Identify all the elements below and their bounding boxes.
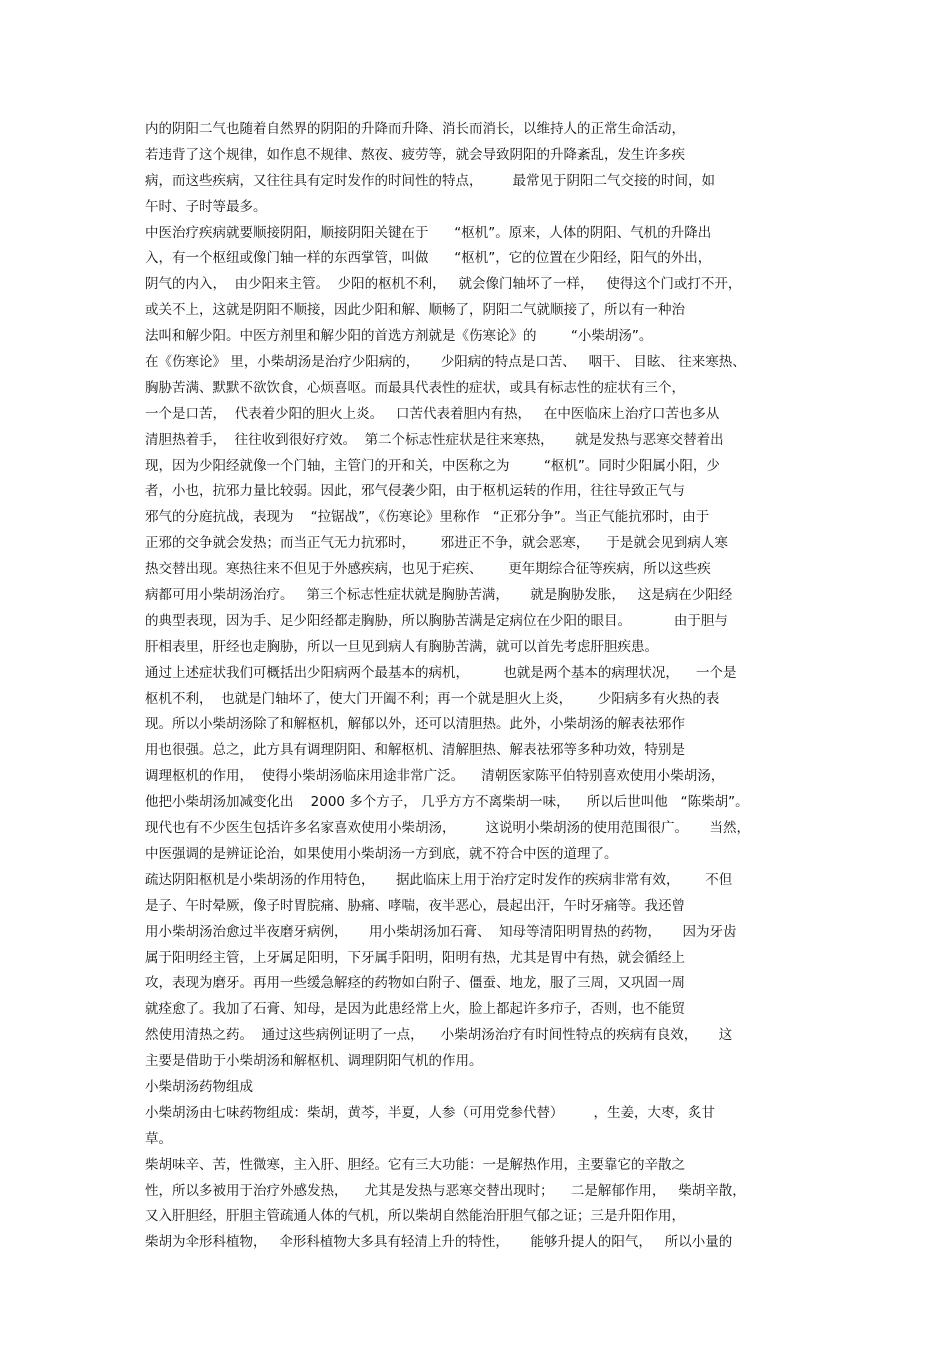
text-line: 午时、子时等最多。 <box>145 198 267 215</box>
text-line: 攻，表现为磨牙。再用一些缓急解痉的药物如白附子、僵蚕、地龙，服了三周，又巩固一周 <box>145 975 685 992</box>
text-line: 他把小柴胡汤加减变化出 2000 多个方子， 几乎方方不离柴胡一味， 所以后世叫他 “陈柴胡”。 <box>145 794 749 811</box>
text-line: 然使用清热之药。 通过这些病例证明了一点， 小柴胡汤治疗有时间性特点的疾病有良效， 这 <box>145 1027 733 1044</box>
text-line: 清胆热着手， 往往收到很好疗效。 第二个标志性症状是往来寒热， 就是发热与恶寒交替着出 <box>145 431 724 448</box>
text-line: 若违背了这个规律，如作息不规律、熬夜、疲劳等，就会导致阴阳的升降紊乱，发生许多疾 <box>145 146 685 163</box>
text-line: 现。所以小柴胡汤除了和解枢机，解郁以外，还可以清胆热。此外，小柴胡汤的解表祛邪作 <box>145 716 685 733</box>
text-line: 性，所以多被用于治疗外感发热， 尤其是发热与恶寒交替出现时； 二是解郁作用， 柴胡辛散， <box>145 1182 746 1199</box>
text-line: 柴胡为伞形科植物， 伞形科植物大多具有轻清上升的特性， 能够升提人的阳气， 所以小量的 <box>145 1234 733 1251</box>
text-line: 是子、午时晕厥，像子时胃脘痛、胁痛、哮喘，夜半恶心，晨起出汗，午时牙痛等。我还曾 <box>145 897 685 914</box>
text-line: 小柴胡汤由七味药物组成：柴胡，黄芩，半夏，人参（可用党参代替） ，生姜，大枣，炙甘 <box>145 1104 716 1121</box>
text-line: 用也很强。总之，此方具有调理阴阳、和解枢机、清解胆热、解表祛邪等多种功效，特别是 <box>145 742 685 759</box>
text-line: 调理枢机的作用， 使得小柴胡汤临床用途非常广泛。 清朝医家陈平伯特别喜欢使用小柴胡汤， <box>145 768 725 785</box>
text-line: 者，小也，抗邪力量比较弱。因此，邪气侵袭少阳，由于枢机运转的作用，往往导致正气与 <box>145 483 685 500</box>
text-line: 胸胁苦满、默默不欲饮食，心烦喜呕。而最具代表性的症状，或具有标志性的症状有三个， <box>145 379 685 396</box>
text-line: 中医强调的是辨证论治，如果使用小柴胡汤一方到底，就不符合中医的道理了。 <box>145 845 618 862</box>
text-line: 阴气的内入， 由少阳来主管。 少阳的枢机不利， 就会像门轴坏了一样， 使得这个门或打不开， <box>145 276 742 293</box>
text-line: 病都可用小柴胡汤治疗。 第三个标志性症状就是胸胁苦满， 就是胸胁发胀， 这是病在少阳经 <box>145 587 733 604</box>
text-line: 或关不上，这就是阴阳不顺接，因此少阳和解、顺畅了，阴阳二气就顺接了，所以有一种治 <box>145 302 685 319</box>
text-line: 肝相表里，肝经也走胸胁，所以一旦见到病人有胸胁苦满，就可以首先考虑肝胆疾患。 <box>145 638 658 655</box>
text-line: 属于阳明经主管，上牙属足阳明，下牙属手阳明，阳明有热，尤其是胃中有热，就会循经上 <box>145 949 685 966</box>
text-line: 在《伤寒论》 里，小柴胡汤是治疗少阳病的， 少阳病的特点是口苦、 咽干、 目眩、 往来寒热、 <box>145 354 746 371</box>
text-line: 中医治疗疾病就要顺接阴阳，顺接阴阳关键在于 “枢机”。原来，人体的阴阳、气机的升降出 <box>145 224 712 241</box>
text-line: 热交替出现。寒热往来不但见于外感疾病，也见于疟疾、 更年期综合征等疾病，所以这些疾 <box>145 561 711 578</box>
text-line: 主要是借助于小柴胡汤和解枢机、调理阴阳气机的作用。 <box>145 1053 483 1070</box>
text-line: 现代也有不少医生包括许多名家喜欢使用小柴胡汤， 这说明小柴胡汤的使用范围很广。 当然， <box>145 820 750 837</box>
section-heading: 小柴胡汤药物组成 <box>145 1078 253 1095</box>
text-line: 一个是口苦， 代表着少阳的胆火上炎。 口苦代表着胆内有热， 在中医临床上治疗口苦也多从 <box>145 405 720 422</box>
text-line: 的典型表现，因为手、足少阳经都走胸胁，所以胸胁苦满是定病位在少阳的眼目。 由于胆与 <box>145 612 728 629</box>
text-line: 用小柴胡汤治愈过半夜磨牙病例， 用小柴胡汤加石膏、 知母等清阳明胃热的药物， 因为牙齿 <box>145 923 737 940</box>
text-line: 草。 <box>145 1130 172 1147</box>
text-line: 又入肝胆经，肝胆主管疏通人体的气机，所以柴胡自然能治肝胆气郁之证；三是升阳作用， <box>145 1208 685 1225</box>
text-line: 枢机不利， 也就是门轴坏了，使大门开阖不利；再一个就是胆火上炎， 少阳病多有火热的表 <box>145 690 720 707</box>
text-line: 疏达阴阳枢机是小柴胡汤的作用特色， 据此临床上用于治疗定时发作的疾病非常有效， 不但 <box>145 871 733 888</box>
text-line: 病，而这些疾病，又往往具有定时发作的时间性的特点， 最常见于阴阳二气交接的时间，如 <box>145 172 716 189</box>
text-line: 邪气的分庭抗战，表现为 “拉锯战”，《伤寒论》里称作 “正邪分争”。当正气能抗邪时，由于 <box>145 509 710 526</box>
text-line: 法叫和解少阳。中医方剂里和解少阳的首选方剂就是《伤寒论》的 “小柴胡汤”。 <box>145 328 653 345</box>
text-line: 就痊愈了。我加了石膏、知母，是因为此患经常上火，脸上都起许多疖子，否则，也不能贸 <box>145 1001 685 1018</box>
text-line: 通过上述症状我们可概括出少阳病两个最基本的病机， 也就是两个基本的病理状况， 一个是 <box>145 664 737 681</box>
text-line: 柴胡味辛、苦，性微寒，主入肝、胆经。它有三大功能：一是解热作用，主要靠它的辛散之 <box>145 1156 685 1173</box>
text-line: 现，因为少阳经就像一个门轴，主管门的开和关，中医称之为 “枢机”。同时少阳属小阳，少 <box>145 457 720 474</box>
text-line: 内的阴阳二气也随着自然界的阴阳的升降而升降、消长而消长，以维持人的正常生命活动， <box>145 121 685 137</box>
text-line: 入，有一个枢纽或像门轴一样的东西掌管，叫做 “枢机”，它的位置在少阳经，阳气的外出， <box>145 250 712 267</box>
document-body <box>145 117 810 1256</box>
text-line: 正邪的交争就会发热；而当正气无力抗邪时， 邪进正不争，就会恶寒， 于是就会见到病人寒 <box>145 535 728 552</box>
